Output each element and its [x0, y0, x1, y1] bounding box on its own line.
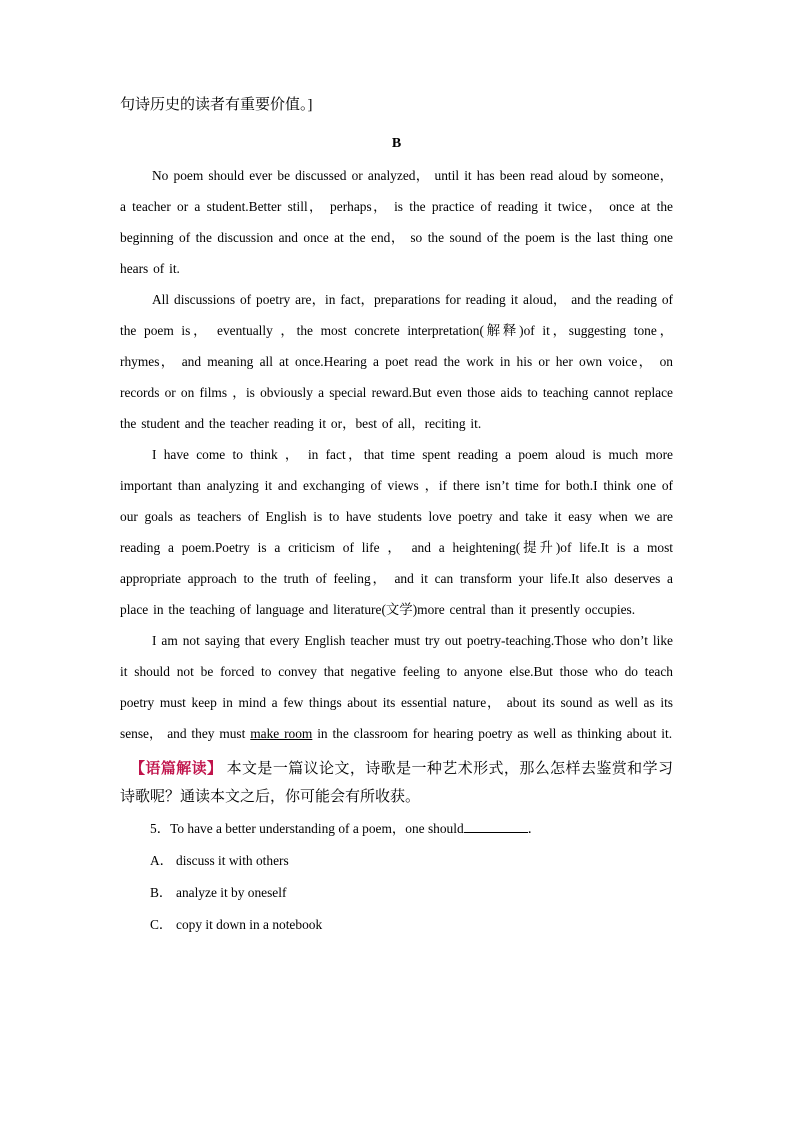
option-text: discuss it with others [176, 853, 289, 868]
passage-paragraph-4 [120, 625, 673, 749]
option-letter: A． [150, 853, 174, 868]
option-text: analyze it by oneself [176, 885, 287, 900]
preceding-text-line: 句诗历史的读者有重要价值。] [120, 97, 313, 113]
question-5 [120, 813, 673, 845]
analysis-tag: 【语篇解读】 [130, 761, 223, 777]
question-stem: To have a better understanding of a poem，one should [170, 821, 464, 836]
option-c [120, 909, 673, 941]
analysis-text: 本文是一篇议论文，诗歌是一种艺术形式，那么怎样去鉴赏和学习诗歌呢？通读本文之后，你可能会有所收获。 [120, 761, 673, 805]
passage-paragraph-1: No poem should ever be discussed or analyzed， until it has been read aloud by someone， a teacher or a student.Better still， perhaps， is the practice of reading it twice， once at the beginning of the discussion and once at the end， so the sound of the poem is the last thing one hears of it. [120, 168, 673, 276]
option-a [120, 845, 673, 877]
option-text: copy it down in a notebook [176, 917, 323, 932]
answer-blank [464, 818, 528, 833]
underlined-phrase: make room [250, 726, 313, 741]
passage-paragraph-3: I have come to think ， in fact，that time spent reading a poem aloud is much more important than analyzing it and exchanging of views ，if there isn’t time for both.I think one of our goals as teachers of English is to have students love poetry and take it easy when we are reading a poem.Poetry is a criticism of life ， and a heightening(提升)of life.It is a most appropriate approach to the truth of feeling， and it can transform your life.It also deserves a place in the teaching of language and literature(文学)more central than it presently occupies. [120, 447, 673, 617]
paragraph-4-text-before: I am not saying that every English teacher must try out poetry-teaching.Those who don’t like it should not be forced to convey that negative feeling to anyone else.But those who do teach poetry must keep in mind a few things about its essential nature， about its sound as well as its sense， and they must [120, 633, 673, 741]
question-end: ． [527, 821, 542, 836]
option-letter: C． [150, 917, 173, 932]
question-number: 5． [150, 821, 171, 836]
section-label: B [391, 136, 402, 151]
paragraph-4-text-after: in the classroom for hearing poetry as well as thinking about it. [312, 726, 673, 741]
passage-paragraph-2: All discussions of poetry are，in fact，preparations for reading it aloud， and the reading of the poem is， eventually ，the most concrete interpretation(解释)of it，suggesting tone，rhymes， and meaning all at once.Hearing a poet read the work in his or her own voice， on records or on films ，is obviously a special reward.But even those aids to teaching cannot replace the student and the teacher reading it or，best of all，reciting it. [120, 292, 673, 431]
option-letter: B． [150, 885, 173, 900]
document-page [120, 92, 673, 941]
passage-analysis [120, 755, 673, 811]
option-b [120, 877, 673, 909]
